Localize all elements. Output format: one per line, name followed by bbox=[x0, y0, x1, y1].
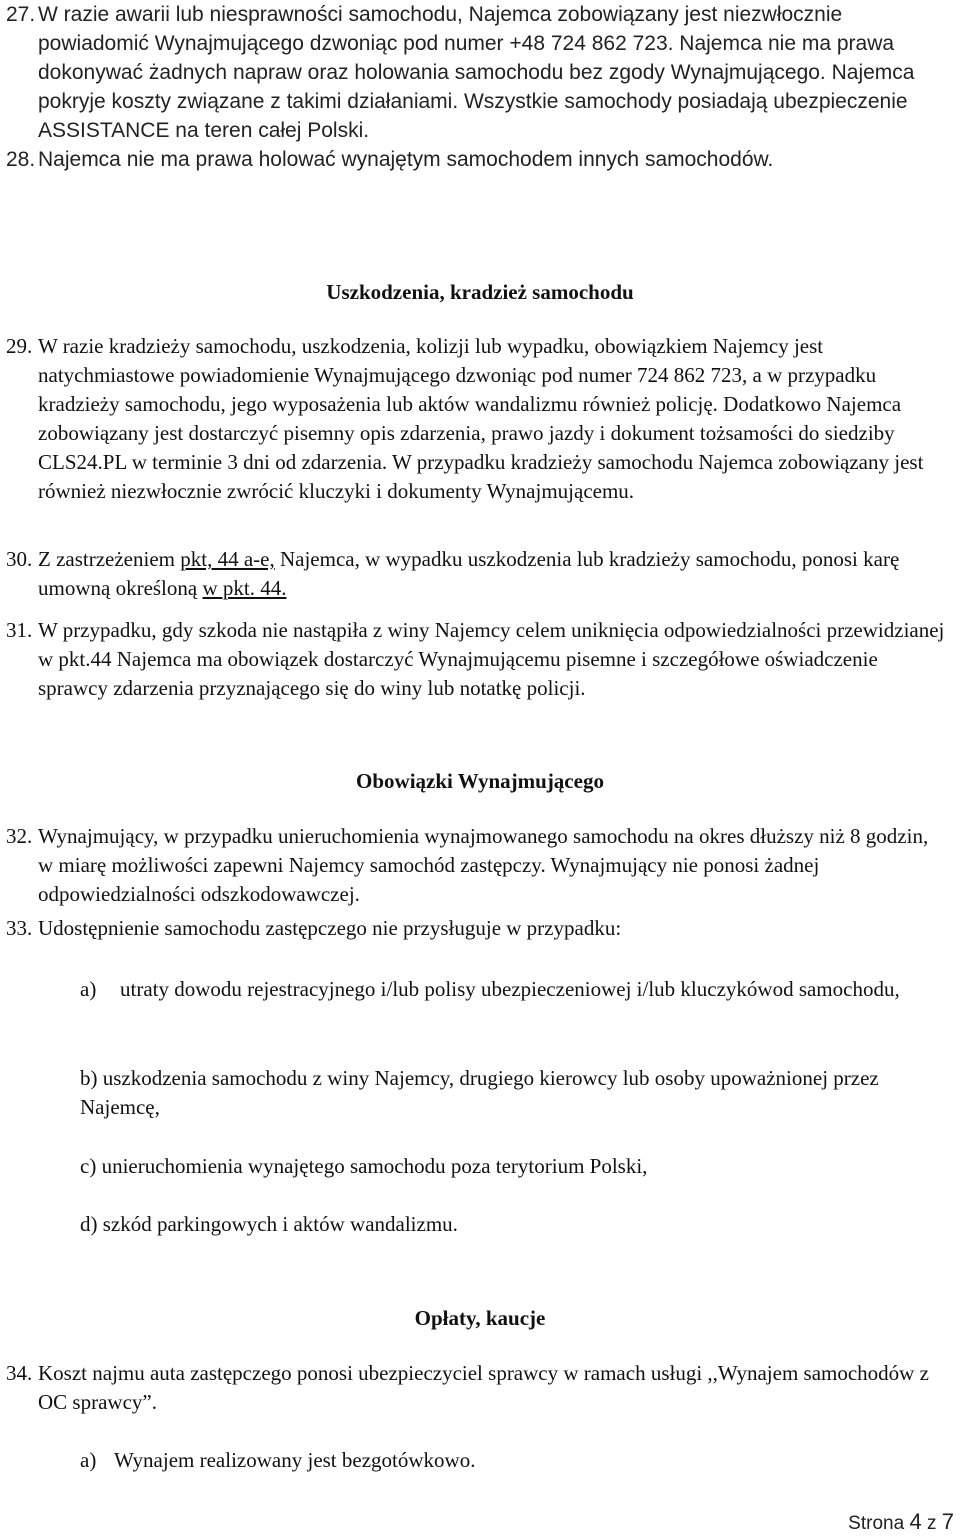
section-heading-fees: Opłaty, kaucje bbox=[414, 1306, 546, 1330]
clause-text: W razie awarii lub niesprawności samochodu, Najemca zobowiązany jest niezwłocznie powiadomić Wynajmującego dzwoniąc pod numer +48 724 862 723. Najemca nie ma prawa dokonywać żadnych napraw oraz holowania samochodu bez zgody Wynajmującego. Najemca pokryje koszty związane z takimi działaniami. Wszystkie samochody posiadają ubezpieczenie ASSISTANCE na teren całej Polski. bbox=[38, 3, 915, 142]
page-separator: z bbox=[926, 1513, 937, 1534]
clause-30 bbox=[6, 545, 946, 603]
list-item-text: c) unieruchomienia wynajętego samochodu poza terytorium Polski, bbox=[80, 1154, 648, 1178]
clause-number: 30. bbox=[6, 547, 33, 571]
current-page: 4 bbox=[909, 1509, 922, 1534]
clause-number: 29. bbox=[6, 334, 33, 358]
clause-29 bbox=[6, 332, 946, 506]
clause-number: 34. bbox=[6, 1361, 33, 1385]
clause-number: 27. bbox=[6, 3, 36, 26]
section-heading-damage: Uszkodzenia, kradzież samochodu bbox=[326, 280, 634, 304]
clause-27 bbox=[6, 0, 946, 145]
clause-28 bbox=[6, 145, 946, 174]
clause-number: 28. bbox=[6, 148, 36, 171]
clause-number: 32. bbox=[6, 824, 33, 848]
reference-link[interactable]: pkt, 44 a-e, bbox=[180, 547, 275, 571]
clause-34 bbox=[6, 1359, 946, 1417]
list-item bbox=[80, 1064, 950, 1122]
list-item bbox=[80, 975, 950, 1004]
total-pages: 7 bbox=[941, 1509, 954, 1534]
clause-text: Udostępnienie samochodu zastępczego nie przysługuje w przypadku: bbox=[38, 916, 622, 940]
clause-text bbox=[38, 545, 946, 603]
list-item-text: utraty dowodu rejestracyjnego i/lub polisy ubezpieczeniowej i/lub kluczykówod samochodu, bbox=[120, 977, 900, 1001]
list-item-text: Wynajem realizowany jest bezgotówkowo. bbox=[114, 1448, 476, 1472]
list-item-label: a) bbox=[80, 1448, 97, 1472]
clause-number: 33. bbox=[6, 916, 33, 940]
section-heading-lessor-duties: Obowiązki Wynajmującego bbox=[356, 769, 604, 793]
clause-text: Wynajmujący, w przypadku unieruchomienia wynajmowanego samochodu na okres dłuższy niż 8 godzin, w miarę możliwości zapewni Najemcy samochód zastępczy. Wynajmujący nie ponosi żadnej odpowiedzialności odszkodowawczej. bbox=[38, 824, 929, 906]
list-item bbox=[80, 1446, 950, 1475]
clause-text: Koszt najmu auta zastępczego ponosi ubezpieczyciel sprawcy w ramach usługi ,,Wynajem samochodów z OC sprawcy”. bbox=[38, 1361, 929, 1414]
clause-text-part: Najemca, w wypadku uszkodzenia lub kradzieży samochodu, ponosi karę umowną określoną bbox=[38, 547, 900, 600]
page-label: Strona bbox=[848, 1513, 905, 1534]
page-footer bbox=[848, 1510, 954, 1536]
clause-number: 31. bbox=[6, 618, 33, 642]
clause-32 bbox=[6, 822, 946, 909]
list-item bbox=[80, 1152, 950, 1181]
list-item-label: a) bbox=[80, 977, 97, 1001]
list-item-text: d) szkód parkingowych i aktów wandalizmu. bbox=[80, 1212, 458, 1236]
clause-text: W przypadku, gdy szkoda nie nastąpiła z winy Najemcy celem uniknięcia odpowiedzialności przewidzianej w pkt.44 Najemca ma obowiązek dostarczyć Wynajmującemu pisemne i szczegółowe oświadczenie sprawcy zdarzenia przyznającego się do winy lub notatkę policji. bbox=[38, 618, 945, 700]
clause-text: Najemca nie ma prawa holować wynajętym samochodem innych samochodów. bbox=[38, 148, 774, 171]
list-item-text: b) uszkodzenia samochodu z winy Najemcy, drugiego kierowcy lub osoby upoważnionej przez Najemcę, bbox=[80, 1066, 879, 1119]
clause-text: W razie kradzieży samochodu, uszkodzenia, kolizji lub wypadku, obowiązkiem Najemcy jest natychmiastowe powiadomienie Wynajmującego dzwoniąc pod numer 724 862 723, a w przypadku kradzieży samochodu, jego wyposażenia lub aktów wandalizmu również policję. Dodatkowo Najemca zobowiązany jest dostarczyć pisemny opis zdarzenia, prawo jazdy i dokument tożsamości do siedziby CLS24.PL w terminie 3 dni od zdarzenia. W przypadku kradzieży samochodu Najemca zobowiązany jest również niezwłocznie zwrócić kluczyki i dokumenty Wynajmującemu. bbox=[38, 334, 924, 503]
clause-31 bbox=[6, 616, 946, 703]
list-item bbox=[80, 1210, 950, 1239]
reference-link[interactable]: w pkt. 44. bbox=[202, 576, 287, 600]
clause-33 bbox=[6, 914, 946, 943]
clause-text-part: Z zastrzeżeniem bbox=[38, 547, 181, 571]
